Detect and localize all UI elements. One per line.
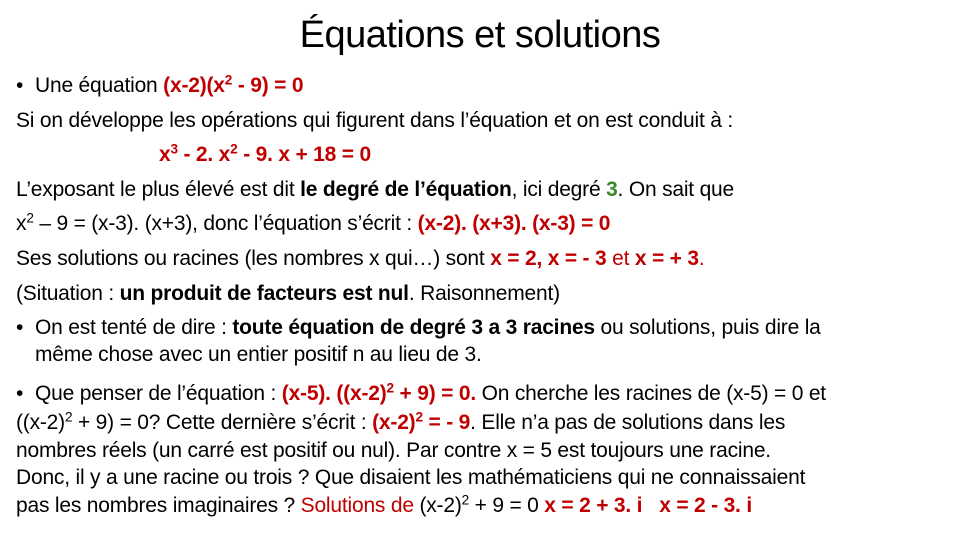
text-line: Donc, il y a une racine ou trois ? Que disaient les mathématiciens qui ne connaissaient	[16, 466, 806, 490]
exponent: 2	[415, 409, 423, 425]
text-line-degree	[16, 173, 946, 208]
bullet-icon: •	[16, 316, 24, 340]
bullet-icon: •	[16, 382, 24, 406]
equation-part: x	[159, 143, 171, 167]
emphasis: le degré de l’équation	[300, 177, 512, 201]
exponent: 2	[386, 380, 394, 396]
bullet-line-question	[16, 377, 946, 408]
text: – 9 = (x-3). (x+3), donc l’équation s’écrit :	[33, 212, 418, 236]
bullet-line-tempted	[16, 311, 946, 377]
exponent: 2	[461, 492, 470, 508]
text-line-situation	[16, 277, 946, 312]
text: ((x-2)	[16, 411, 65, 435]
equation-part: - 2. x	[177, 143, 231, 167]
text: + 9) = 0? Cette dernière s’écrit :	[72, 411, 373, 435]
text-line-solutions	[16, 242, 946, 277]
equation	[163, 74, 303, 97]
paragraph-analysis	[16, 408, 946, 520]
exponent: 2	[224, 72, 233, 88]
exponent: 2	[64, 409, 73, 425]
text: On est tenté de dire :	[35, 316, 233, 340]
text: . Raisonnement)	[408, 281, 560, 305]
text-line-develop: Si on développe les opérations qui figurent dans l’équation et on est conduit à :	[16, 108, 733, 132]
text: L’exposant le plus élevé est dit	[16, 177, 301, 201]
expanded-equation	[16, 138, 946, 173]
equation-part: + 9) = 0.	[393, 382, 476, 406]
equation-part: - 9) = 0	[232, 74, 304, 97]
emphasis: toute équation de degré 3 a 3 racines	[232, 316, 595, 340]
factored-equation: (x-2). (x+3). (x-3) = 0	[417, 212, 611, 236]
text: . On sait que	[617, 177, 735, 201]
equation-part: (x-2)	[419, 494, 462, 518]
complex-solution: x = 2 - 3. i	[659, 494, 752, 518]
bullet-icon: •	[16, 74, 24, 97]
text: Que penser de l’équation :	[35, 382, 282, 406]
equation-part: (x-5). ((x-2)	[281, 382, 387, 406]
equation-part: (x-2)	[372, 411, 416, 435]
exponent: 3	[170, 141, 178, 157]
solution: x = + 3	[634, 246, 699, 270]
text-line: nombres réels (un carré est positif ou nul). Par contre x = 5 est toujours une racine.	[16, 439, 771, 463]
equation-part: (x-2)(x	[163, 74, 225, 97]
text-line	[16, 408, 946, 437]
equation-part: - 9. x + 18 = 0	[237, 143, 371, 167]
text: ou solutions, puis dire la	[594, 316, 821, 340]
punctuation: .	[698, 246, 705, 270]
connector: et	[606, 246, 635, 270]
text: même chose avec un entier positif n au lieu de 3.	[35, 343, 482, 367]
emphasis: un produit de facteurs est nul	[119, 281, 409, 305]
equation-part: + 9 = 0	[469, 494, 545, 518]
text-line	[16, 491, 946, 520]
text: . Elle n’a pas de solutions dans les	[470, 411, 786, 435]
equation	[372, 411, 470, 434]
text: (Situation :	[16, 281, 120, 305]
degree-value: 3	[606, 177, 618, 201]
text: pas les nombres imaginaires ?	[16, 494, 301, 518]
text: , ici degré	[511, 177, 607, 201]
equation	[282, 382, 476, 405]
solutions: x = 2, x = - 3	[490, 246, 607, 270]
slide-title: Équations et solutions	[299, 14, 661, 56]
equation-part: = - 9	[422, 411, 471, 435]
text-line-factored	[16, 207, 946, 242]
text: Une équation	[35, 74, 164, 97]
text: Ses solutions ou racines (les nombres x qui…) sont	[16, 246, 491, 270]
slide-body	[16, 69, 946, 520]
complex-solution: x = 2 + 3. i	[544, 494, 643, 518]
exponent: 2	[230, 141, 238, 157]
text: On cherche les racines de (x-5) = 0 et	[475, 382, 826, 406]
bullet-line-equation	[16, 69, 946, 104]
text: x	[16, 212, 27, 236]
exponent: 2	[26, 210, 34, 226]
spacer	[642, 494, 659, 517]
solutions-label: Solutions de	[300, 494, 420, 518]
